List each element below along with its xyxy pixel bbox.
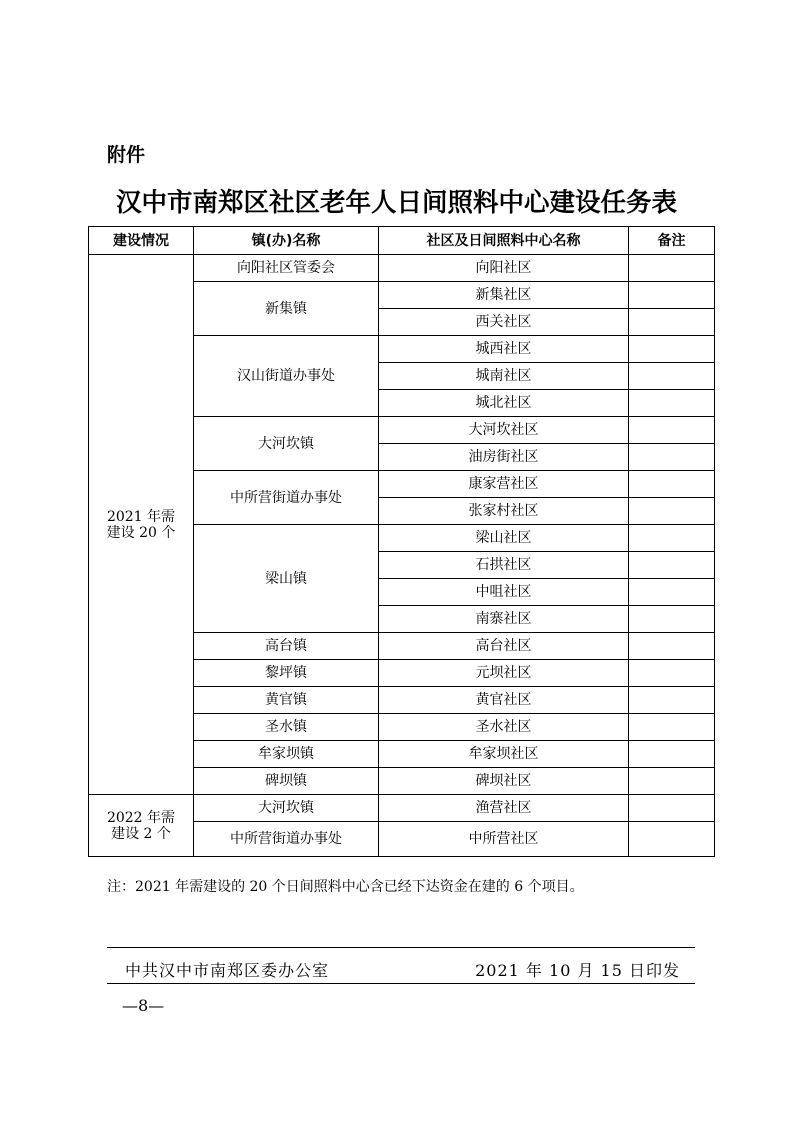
page-number: —8— bbox=[122, 996, 165, 1015]
center-cell: 西关社区 bbox=[379, 309, 629, 336]
center-cell: 渔营社区 bbox=[379, 795, 629, 822]
header-status: 建设情况 bbox=[89, 227, 194, 255]
status-cell-2021 bbox=[89, 255, 194, 795]
town-cell: 中所营街道办事处 bbox=[194, 471, 379, 525]
center-cell: 新集社区 bbox=[379, 282, 629, 309]
town-cell: 牟家坝镇 bbox=[194, 741, 379, 768]
remark-cell bbox=[629, 795, 715, 822]
table-row bbox=[89, 255, 715, 282]
header-town: 镇(办)名称 bbox=[194, 227, 379, 255]
remark-cell bbox=[629, 471, 715, 498]
remark-cell bbox=[629, 714, 715, 741]
remark-cell bbox=[629, 552, 715, 579]
town-cell: 向阳社区管委会 bbox=[194, 255, 379, 282]
remark-cell bbox=[629, 741, 715, 768]
remark-cell bbox=[629, 336, 715, 363]
document-title: 汉中市南郑区社区老年人日间照料中心建设任务表 bbox=[115, 188, 677, 218]
remark-cell bbox=[629, 498, 715, 525]
center-cell: 梁山社区 bbox=[379, 525, 629, 552]
remark-cell bbox=[629, 390, 715, 417]
town-cell: 新集镇 bbox=[194, 282, 379, 336]
town-cell: 大河坎镇 bbox=[194, 417, 379, 471]
center-cell: 高台社区 bbox=[379, 633, 629, 660]
status-text-2021: 2021 年需建设 20 个 bbox=[106, 508, 176, 541]
town-cell: 梁山镇 bbox=[194, 525, 379, 633]
center-cell: 大河坎社区 bbox=[379, 417, 629, 444]
center-cell: 石拱社区 bbox=[379, 552, 629, 579]
center-cell: 黄官社区 bbox=[379, 687, 629, 714]
header-remark: 备注 bbox=[629, 227, 715, 255]
center-cell: 中咀社区 bbox=[379, 579, 629, 606]
remark-cell bbox=[629, 660, 715, 687]
remark-cell bbox=[629, 633, 715, 660]
center-cell: 张家村社区 bbox=[379, 498, 629, 525]
center-cell: 元坝社区 bbox=[379, 660, 629, 687]
attachment-label: 附件 bbox=[107, 144, 146, 166]
center-cell: 牟家坝社区 bbox=[379, 741, 629, 768]
table-header-row bbox=[89, 227, 715, 255]
center-cell: 圣水社区 bbox=[379, 714, 629, 741]
center-cell: 城北社区 bbox=[379, 390, 629, 417]
center-cell: 油房街社区 bbox=[379, 444, 629, 471]
town-cell: 圣水镇 bbox=[194, 714, 379, 741]
center-cell: 城南社区 bbox=[379, 363, 629, 390]
center-cell: 南寨社区 bbox=[379, 606, 629, 633]
remark-cell bbox=[629, 309, 715, 336]
town-cell: 黄官镇 bbox=[194, 687, 379, 714]
remark-cell bbox=[629, 417, 715, 444]
center-cell: 中所营社区 bbox=[379, 822, 629, 857]
remark-cell bbox=[629, 444, 715, 471]
remark-cell bbox=[629, 606, 715, 633]
table-row bbox=[89, 795, 715, 822]
remark-cell bbox=[629, 822, 715, 857]
task-table bbox=[88, 226, 715, 857]
center-cell: 城西社区 bbox=[379, 336, 629, 363]
issuer-name: 中共汉中市南郑区委办公室 bbox=[125, 961, 330, 980]
status-cell-2022 bbox=[89, 795, 194, 857]
issue-date: 2021 年 10 月 15 日印发 bbox=[475, 961, 680, 980]
remark-cell bbox=[629, 525, 715, 552]
center-cell: 碑坝社区 bbox=[379, 768, 629, 795]
town-cell: 大河坎镇 bbox=[194, 795, 379, 822]
remark-cell bbox=[629, 687, 715, 714]
footer-bottom-rule bbox=[107, 983, 695, 984]
remark-cell bbox=[629, 579, 715, 606]
town-cell: 汉山街道办事处 bbox=[194, 336, 379, 417]
remark-cell bbox=[629, 255, 715, 282]
status-text-2022: 2022 年需建设 2 个 bbox=[106, 809, 176, 842]
center-cell: 康家营社区 bbox=[379, 471, 629, 498]
town-cell: 高台镇 bbox=[194, 633, 379, 660]
remark-cell bbox=[629, 363, 715, 390]
table-note: 注：2021 年需建设的 20 个日间照料中心含已经下达资金在建的 6 个项目。 bbox=[107, 879, 584, 895]
footer-top-rule bbox=[107, 947, 695, 948]
town-cell: 黎坪镇 bbox=[194, 660, 379, 687]
center-cell: 向阳社区 bbox=[379, 255, 629, 282]
remark-cell bbox=[629, 768, 715, 795]
town-cell: 中所营街道办事处 bbox=[194, 822, 379, 857]
town-cell: 碑坝镇 bbox=[194, 768, 379, 795]
remark-cell bbox=[629, 282, 715, 309]
header-center: 社区及日间照料中心名称 bbox=[379, 227, 629, 255]
